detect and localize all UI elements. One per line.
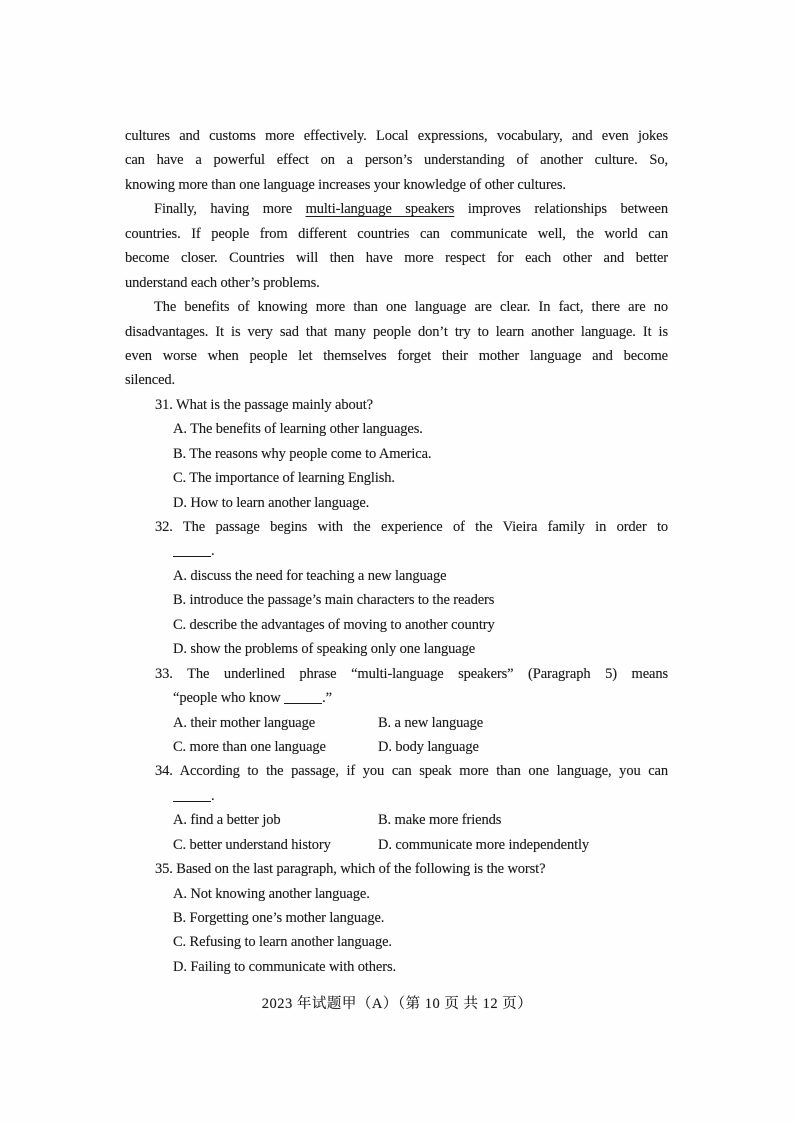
answer-blank-line: [125, 539, 668, 563]
option: A. Not knowing another language.: [173, 885, 370, 902]
question-35-stem: 35. Based on the last paragraph, which of the following is the worst?: [155, 861, 546, 878]
question-32-stem: 32. The passage begins with the experience of the Vieira family in order to: [155, 519, 668, 535]
passage-line: silenced.: [125, 372, 176, 389]
passage-line: countries. If people from different countries can communicate well, the world can: [125, 225, 668, 242]
exam-content: [125, 124, 668, 979]
option: B. a new language: [378, 714, 484, 731]
answer-blank: [173, 543, 211, 558]
passage-text: improves relationships between: [454, 201, 668, 218]
option: C. describe the advantages of moving to another country: [173, 616, 495, 633]
passage-line: become closer. Countries will then have more respect for each other and better: [125, 250, 668, 267]
page-footer: 2023 年试题甲（A）（第 10 页 共 12 页）: [261, 996, 533, 1012]
option: B. introduce the passage’s main characters to the readers: [173, 592, 495, 609]
option: B. Forgetting one’s mother language.: [173, 910, 385, 926]
option: A. find a better job: [173, 812, 281, 829]
answer-blank: [284, 690, 322, 705]
option: A. discuss the need for teaching a new language: [173, 567, 447, 584]
passage-line: even worse when people let themselves forget their mother language and become: [125, 347, 668, 364]
option: B. The reasons why people come to America.: [173, 445, 432, 462]
passage-line: understand each other’s problems.: [125, 274, 320, 291]
option: C. better understand history: [173, 836, 331, 853]
option: A. their mother language: [173, 714, 316, 731]
option: D. body language: [378, 738, 479, 755]
option-row: [125, 711, 668, 735]
option-row: [125, 808, 668, 832]
question-34-stem: 34. According to the passage, if you can speak more than one language, you can: [155, 763, 668, 780]
option: B. make more friends: [378, 812, 502, 829]
option-row: [125, 735, 668, 759]
option: C. more than one language: [173, 738, 326, 755]
option: C. The importance of learning English.: [173, 470, 395, 487]
passage-line: knowing more than one language increases your knowledge of other cultures.: [125, 176, 566, 193]
option: D. How to learn another language.: [173, 494, 370, 511]
question-33-continuation: [125, 686, 668, 710]
underlined-phrase: multi-language speakers: [305, 201, 455, 218]
passage-line: cultures and customs more effectively. Local expressions, vocabulary, and even jokes: [125, 128, 668, 144]
option: A. The benefits of learning other languages.: [173, 421, 423, 438]
blank-period: .: [211, 787, 215, 804]
passage-line: disadvantages. It is very sad that many people don’t try to learn another language. It is: [125, 323, 668, 340]
passage-text: Finally, having more: [154, 201, 306, 218]
option: D. communicate more independently: [378, 836, 590, 853]
option: D. show the problems of speaking only one language: [173, 641, 476, 658]
option-row: [125, 833, 668, 857]
passage-line: [125, 197, 668, 221]
passage-line: The benefits of knowing more than one language are clear. In fact, there are no: [154, 299, 668, 316]
question-33-stem: 33. The underlined phrase “multi-language speakers” (Paragraph 5) means: [155, 665, 668, 682]
question-31-stem: 31. What is the passage mainly about?: [155, 396, 373, 413]
question-text: .”: [322, 690, 332, 707]
option: D. Failing to communicate with others.: [173, 958, 396, 975]
passage-line: can have a powerful effect on a person’s understanding of another culture. So,: [125, 152, 668, 169]
option: C. Refusing to learn another language.: [173, 934, 392, 951]
blank-period: .: [211, 543, 215, 560]
answer-blank-line: [125, 784, 668, 808]
question-text: “people who know: [173, 690, 285, 707]
answer-blank: [173, 787, 211, 802]
